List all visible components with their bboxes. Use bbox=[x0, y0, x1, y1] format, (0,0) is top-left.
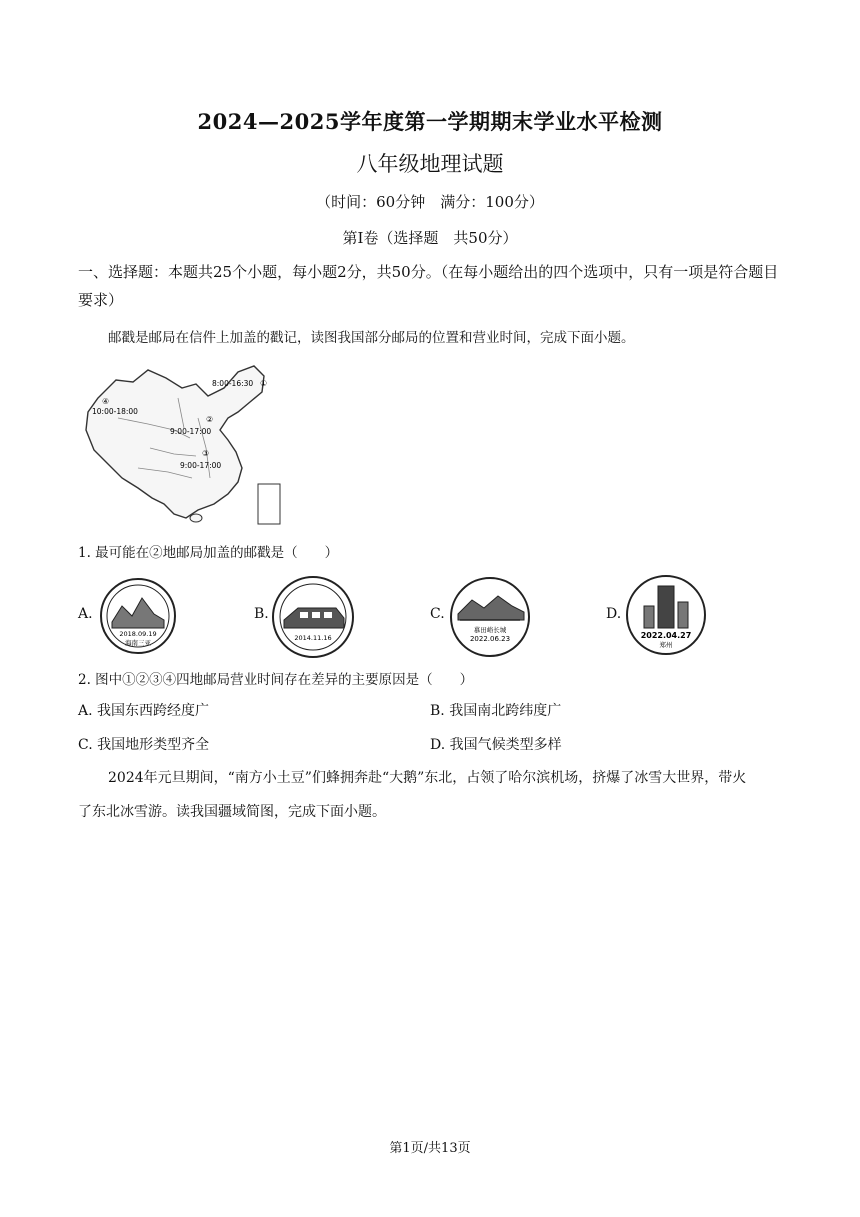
china-map bbox=[78, 358, 284, 528]
q2-stem: 2. 图中①②③④四地邮局营业时间存在差异的主要原因是（ ） bbox=[78, 672, 474, 688]
stamp-d-date: 2022.04.27 bbox=[640, 631, 692, 640]
q1-option-d-letter[interactable]: D. bbox=[606, 606, 622, 622]
stamp-b-date: 2014.11.16 bbox=[294, 634, 332, 642]
time-score-note: （时间：60分钟 满分：100分） bbox=[316, 193, 544, 211]
stamp-d-image bbox=[624, 572, 708, 658]
q2-option-c[interactable]: C. 我国地形类型齐全 bbox=[78, 737, 210, 753]
stamp-c[interactable] bbox=[448, 574, 532, 660]
stamp-d-place: 郑州 bbox=[659, 641, 673, 649]
section-intro: 邮戳是邮局在信件上加盖的戳记，读图我国部分邮局的位置和营业时间，完成下面小题。 bbox=[108, 330, 635, 346]
q1-stem: 1. 最可能在②地邮局加盖的邮戳是（ ） bbox=[78, 545, 339, 561]
map-label-4: 10:00-18:00 bbox=[92, 407, 138, 416]
passage-line-2: 了东北冰雪游。读我国疆域简图，完成下面小题。 bbox=[78, 804, 386, 820]
stamp-c-image bbox=[448, 574, 532, 660]
stamp-a-date: 2018.09.19 bbox=[119, 630, 157, 638]
q1-option-c-letter[interactable]: C. bbox=[430, 606, 445, 622]
map-marker-3: ③ bbox=[202, 449, 210, 458]
section-heading: 一、选择题：本题共25个小题，每小题2分，共50分。（在每小题给出的四个选项中，只有一项是符合题目要求） bbox=[78, 263, 779, 309]
map-label-3: 9:00-17:00 bbox=[180, 461, 222, 470]
stamp-a-image bbox=[98, 576, 178, 656]
stamp-c-date: 2022.06.23 bbox=[469, 635, 511, 643]
map-label-1: 8:00-16:30 bbox=[212, 379, 254, 388]
q2-option-a[interactable]: A. 我国东西跨经度广 bbox=[78, 703, 210, 719]
map-marker-1: ① bbox=[260, 379, 268, 388]
stamp-b[interactable] bbox=[270, 574, 356, 660]
exam-title: 2024—2025学年度第一学期期末学业水平检测 bbox=[197, 109, 663, 134]
hainan-island bbox=[190, 514, 202, 522]
volume-note: 第Ⅰ卷（选择题 共50分） bbox=[342, 229, 518, 247]
stamp-a-place: 海南三亚 bbox=[125, 639, 151, 647]
stamp-d[interactable] bbox=[624, 572, 708, 658]
passage-line-1: 2024年元旦期间，“南方小土豆”们蜂拥奔赴“大鹅”东北，占领了哈尔滨机场，挤爆了冰雪大世界，带火 bbox=[108, 770, 747, 786]
q2-option-b[interactable]: B. 我国南北跨纬度广 bbox=[430, 703, 562, 719]
china-map-figure bbox=[78, 358, 284, 528]
q1-option-b-letter[interactable]: B. bbox=[254, 606, 269, 622]
exam-subtitle: 八年级地理试题 bbox=[356, 152, 504, 176]
q2-option-d[interactable]: D. 我国气候类型多样 bbox=[430, 737, 562, 753]
map-label-2: 9:00-17:00 bbox=[170, 427, 212, 436]
q1-option-a-letter[interactable]: A. bbox=[78, 606, 93, 622]
china-outline bbox=[86, 366, 264, 518]
map-marker-2: ② bbox=[206, 415, 214, 424]
map-marker-4: ④ bbox=[102, 397, 110, 406]
south-sea-inset bbox=[258, 484, 280, 524]
stamp-b-image bbox=[270, 574, 356, 660]
stamp-c-place: 慕田峪长城 bbox=[473, 626, 507, 634]
stamp-a[interactable] bbox=[98, 576, 178, 656]
page-number: 第1页/共13页 bbox=[389, 1141, 471, 1156]
